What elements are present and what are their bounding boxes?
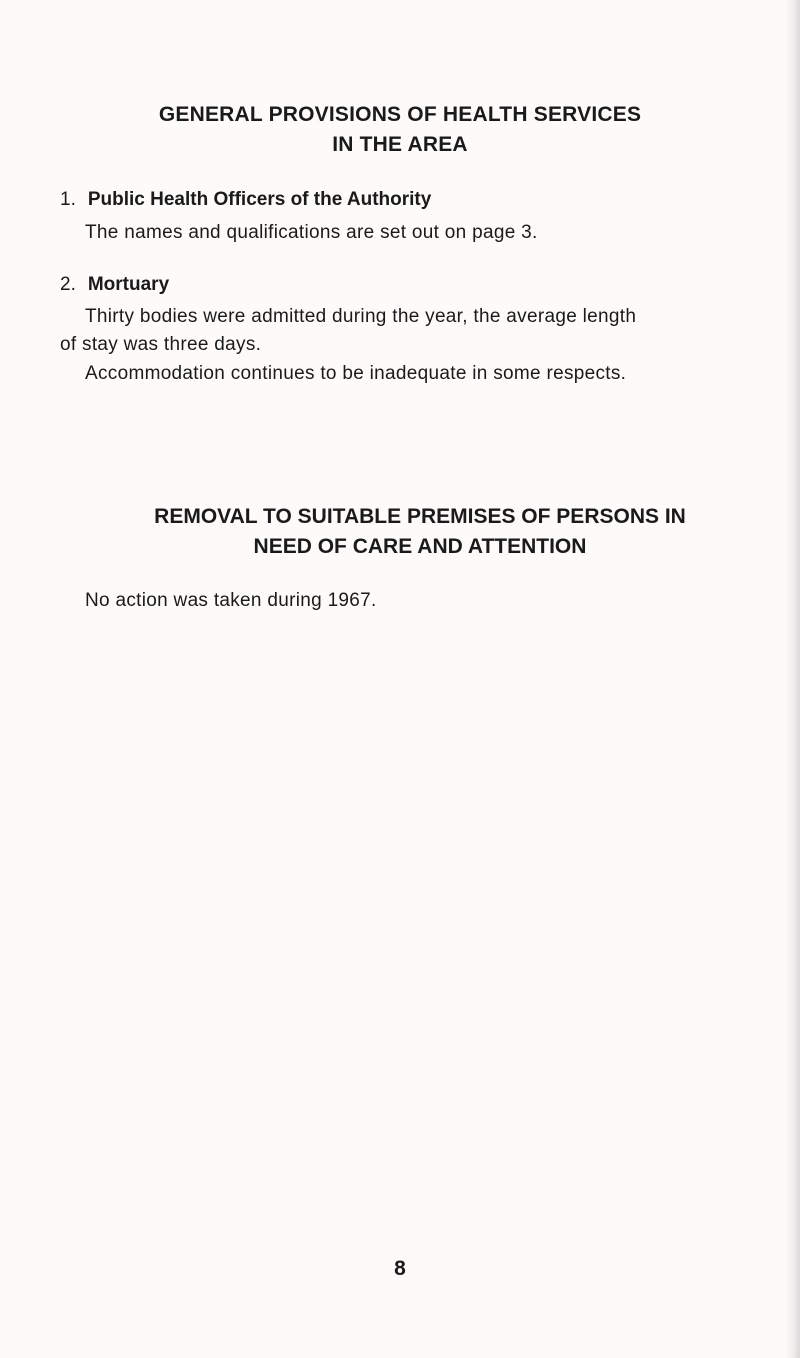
section-2-number: 2.: [60, 274, 76, 295]
main-heading-line2: IN THE AREA: [332, 133, 468, 156]
section-1-number: 1.: [60, 189, 76, 210]
section-2-text-line2: of stay was three days.: [60, 334, 262, 355]
main-heading-line1: GENERAL PROVISIONS OF HEALTH SERVICES: [158, 103, 642, 126]
removal-heading-line2: NEED OF CARE AND ATTENTION: [253, 535, 587, 558]
section-2-text-line3: Accommodation continues to be inadequate in some respects.: [85, 363, 627, 384]
section-2-title: [60, 272, 169, 298]
section-2-title-text: Mortuary: [87, 274, 170, 295]
section-1-text: The names and qualifications are set out on page 3.: [85, 222, 538, 243]
removal-heading: [60, 502, 780, 562]
section-2-text-line1: Thirty bodies were admitted during the year, the average length: [85, 306, 637, 327]
section-1-title: [60, 187, 431, 213]
page-number: 8: [394, 1257, 406, 1280]
page-edge-shadow: [786, 0, 800, 1358]
section-1-title-text: Public Health Officers of the Authority: [87, 189, 432, 210]
removal-text: No action was taken during 1967.: [85, 590, 377, 611]
removal-heading-line1: REMOVAL TO SUITABLE PREMISES OF PERSONS IN: [154, 505, 686, 528]
main-heading: [60, 100, 740, 160]
